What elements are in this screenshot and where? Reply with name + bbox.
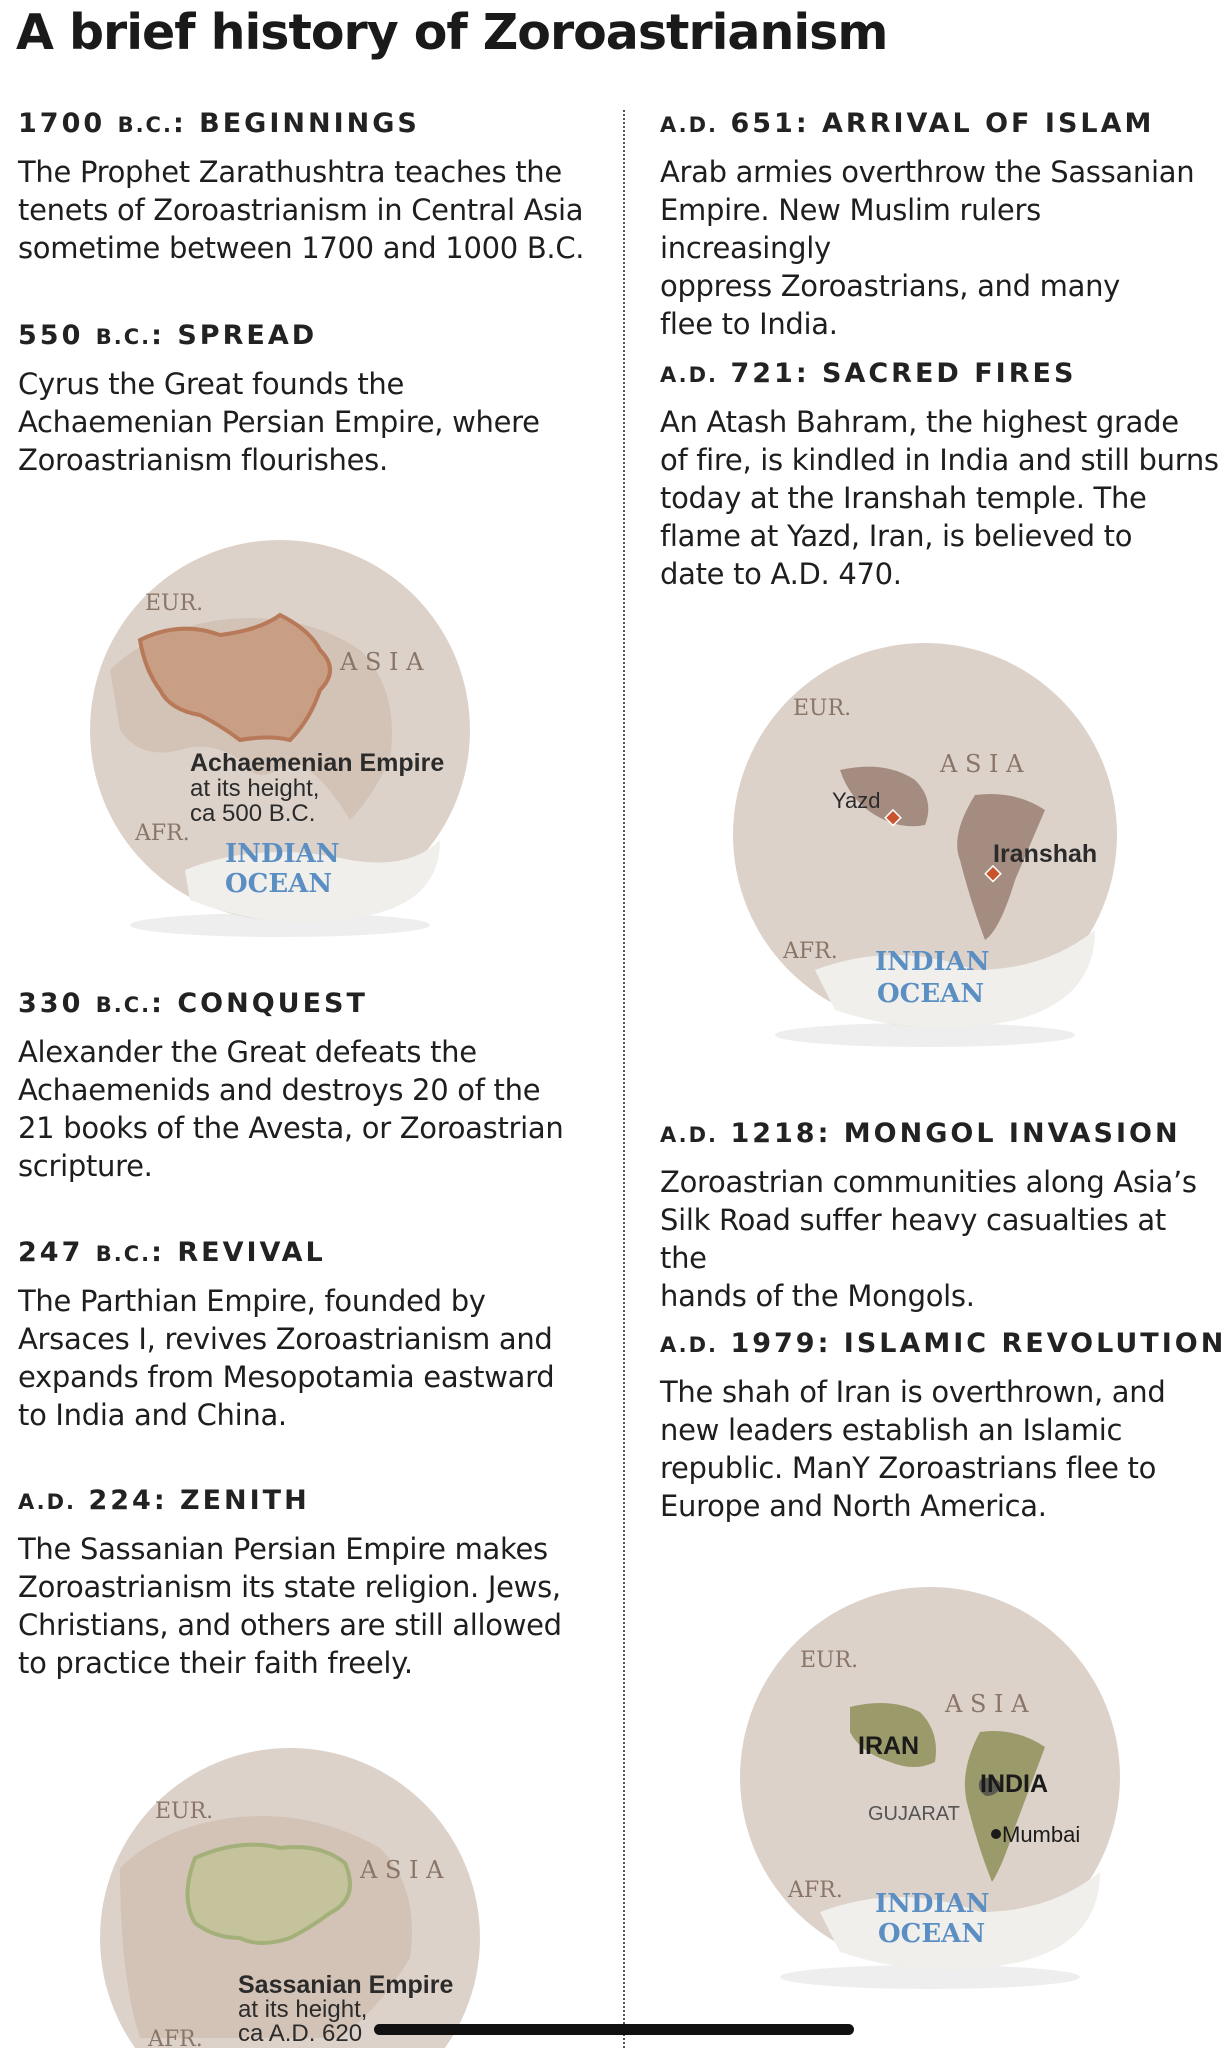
entry-year: 1700 <box>18 108 106 139</box>
timeline-entry <box>18 320 608 479</box>
entry-body: The Sassanian Persian Empire makes Zoroastrianism its state religion. Jews, Christians, and others are still allowed to practice their faith freely. <box>18 1532 562 1680</box>
entry-title: ARRIVAL OF ISLAM <box>822 108 1155 139</box>
entry-era: B.C. <box>95 993 152 1017</box>
caption-line-1: at its height, <box>190 775 320 802</box>
entry-heading: A.D. 651: ARRIVAL OF ISLAM <box>660 108 1155 139</box>
timeline-entry <box>660 358 1220 593</box>
entry-title: MONGOL INVASION <box>843 1118 1181 1149</box>
entry-year: 651 <box>730 108 796 139</box>
entry-era: B.C. <box>95 1242 152 1266</box>
mumbai-label: Mumbai <box>1002 1822 1081 1847</box>
entry-title: REVIVAL <box>177 1237 326 1268</box>
empire-label: Sassanian Empire <box>238 1971 454 1999</box>
afr-label: AFR. <box>783 939 838 964</box>
ocean-label-1: INDIAN <box>875 947 990 977</box>
gujarat-label: GUJARAT <box>868 1803 960 1825</box>
india-label: INDIA <box>980 1770 1049 1798</box>
column-divider <box>623 110 625 2048</box>
entry-title: BEGINNINGS <box>199 108 420 139</box>
asia-label: A S I A <box>940 750 1024 778</box>
timeline-entry <box>18 988 608 1185</box>
empire-label: Achaemenian Empire <box>190 749 445 777</box>
iran-label: IRAN <box>858 1732 920 1760</box>
entry-body: Arab armies overthrow the Sassanian Empire. New Muslim rulers increasingly oppress Zoroastrians, and many flee to India. <box>660 155 1195 341</box>
asia-label: A S I A <box>360 1856 444 1884</box>
eur-label: EUR. <box>155 1799 214 1824</box>
entry-era: B.C. <box>95 325 152 349</box>
entry-body: The Parthian Empire, founded by Arsaces I, revives Zoroastrianism and expands from Mesopotamia eastward to India and China. <box>18 1284 555 1432</box>
entry-body: Alexander the Great defeats the Achaemenids and destroys 20 of the 21 books of the Avesta, or Zoroastrian scripture. <box>18 1035 564 1183</box>
timeline-entry <box>18 1485 608 1682</box>
entry-body: An Atash Bahram, the highest grade of fire, is kindled in India and still burns today at the Iranshah temple. The flame at Yazd, Iran, is believed to date to A.D. 470. <box>660 405 1219 591</box>
timeline-entry <box>660 1118 1220 1315</box>
entry-era: A.D. <box>660 113 719 137</box>
entry-year: 224 <box>88 1485 154 1516</box>
timeline-entry <box>660 1328 1227 1525</box>
caption-line-2: ca 500 B.C. <box>190 800 316 827</box>
entry-era: A.D. <box>660 363 719 387</box>
entry-era: A.D. <box>660 1123 719 1147</box>
timeline-entry <box>18 108 608 267</box>
entry-body: The shah of Iran is overthrown, and new leaders establish an Islamic republic. ManY Zoroastrians flee to Europe and North America. <box>660 1375 1166 1523</box>
entry-heading: 550 B.C.: SPREAD <box>18 320 318 351</box>
globe-map-sassanian <box>80 1738 500 2048</box>
entry-title: ZENITH <box>180 1485 310 1516</box>
ocean-label-1: INDIAN <box>225 839 340 869</box>
entry-year: 1979 <box>730 1328 818 1359</box>
asia-label: A S I A <box>340 648 424 676</box>
entry-title: CONQUEST <box>177 988 368 1019</box>
caption-line-2: ca A.D. 620 <box>238 2020 363 2047</box>
entry-body: Zoroastrian communities along Asia’s Silk Road suffer heavy casualties at the hands of the Mongols. <box>660 1165 1197 1313</box>
entry-year: 550 <box>18 320 84 351</box>
ocean-label-2: OCEAN <box>225 869 333 899</box>
iranshah-label: Iranshah <box>993 840 1098 868</box>
entry-heading: A.D. 1218: MONGOL INVASION <box>660 1118 1181 1149</box>
entry-era: A.D. <box>18 1490 77 1514</box>
entry-title: SPREAD <box>177 320 318 351</box>
globe-map-fires <box>725 640 1125 1050</box>
ocean-label-2: OCEAN <box>878 1919 986 1949</box>
page-title: A brief history of Zoroastrianism <box>16 4 888 61</box>
mumbai-marker <box>991 1829 1001 1839</box>
globe-map-achaemenian <box>70 540 490 940</box>
eur-label: EUR. <box>793 696 852 721</box>
entry-heading: A.D. 224: ZENITH <box>18 1485 310 1516</box>
ocean-label-2: OCEAN <box>877 979 985 1009</box>
entry-year: 721 <box>730 358 796 389</box>
entry-heading: A.D. 1979: ISLAMIC REVOLUTION <box>660 1328 1227 1359</box>
timeline-entry <box>660 108 1220 343</box>
entry-heading: 330 B.C.: CONQUEST <box>18 988 368 1019</box>
asia-label: A S I A <box>945 1690 1029 1718</box>
afr-label: AFR. <box>135 821 190 846</box>
eur-label: EUR. <box>800 1648 859 1673</box>
entry-body: Cyrus the Great founds the Achaemenian Persian Empire, where Zoroastrianism flourishes. <box>18 367 540 477</box>
entry-heading: 1700 B.C.: BEGINNINGS <box>18 108 420 139</box>
entry-era: B.C. <box>117 113 173 137</box>
entry-body: The Prophet Zarathushtra teaches the tenets of Zoroastrianism in Central Asia sometime between 1700 and 1000 B.C. <box>18 155 585 265</box>
eur-label: EUR. <box>145 591 204 616</box>
entry-era: A.D. <box>660 1333 719 1357</box>
entry-year: 1218 <box>730 1118 818 1149</box>
entry-year: 330 <box>18 988 84 1019</box>
timeline-entry <box>18 1237 608 1434</box>
globe-map-modern <box>730 1582 1130 1992</box>
entry-heading: 247 B.C.: REVIVAL <box>18 1237 326 1268</box>
entry-year: 247 <box>18 1237 84 1268</box>
entry-title: ISLAMIC REVOLUTION <box>843 1328 1227 1359</box>
entry-title: SACRED FIRES <box>822 358 1077 389</box>
caption-line-1: at its height, <box>238 1996 368 2023</box>
home-indicator[interactable] <box>374 2024 854 2035</box>
yazd-label: Yazd <box>832 788 881 813</box>
ocean-label-1: INDIAN <box>875 1889 990 1919</box>
entry-heading: A.D. 721: SACRED FIRES <box>660 358 1077 389</box>
afr-label: AFR. <box>788 1878 843 1903</box>
afr-label: AFR. <box>148 2027 203 2048</box>
